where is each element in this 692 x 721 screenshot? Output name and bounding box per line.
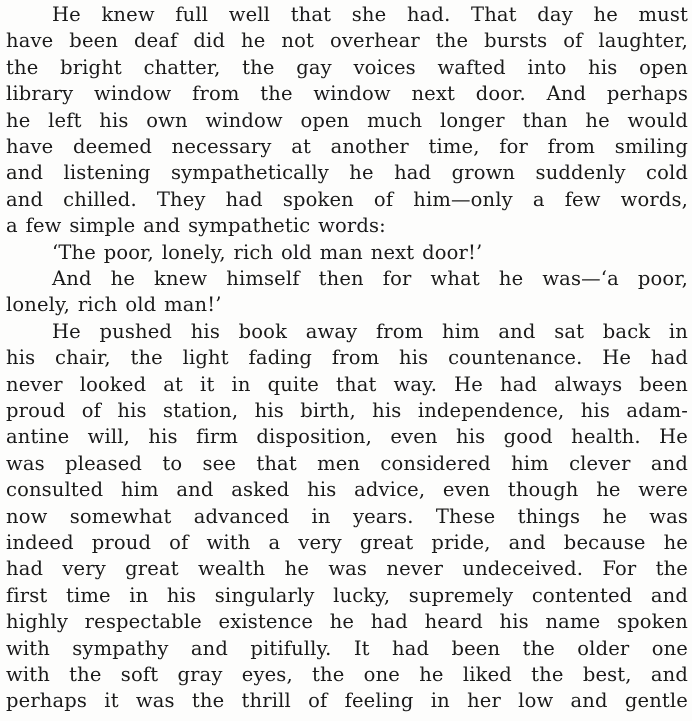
- text-line: a few simple and sympathetic words:: [6, 214, 386, 238]
- text-line: first time in his singularly lucky, supremely contented and: [6, 583, 688, 607]
- text-line: highly respectable existence he had heard his name spoken: [6, 610, 688, 634]
- text-line: the bright chatter, the gay voices wafted into his open: [6, 55, 688, 79]
- text-line: He pushed his book away from him and sat back in: [52, 319, 688, 343]
- text-line: antine will, his firm disposition, even his good health. He: [6, 425, 688, 449]
- text-line: and chilled. They had spoken of him—only a few words,: [6, 187, 688, 211]
- text-line: consulted him and asked his advice, even though he were: [6, 478, 688, 502]
- text-line: and listening sympathetically he had grown suddenly cold: [6, 161, 688, 185]
- text-line: proud of his station, his birth, his independence, his adam-: [6, 399, 688, 422]
- text-line: library window from the window next door. And perhaps: [6, 82, 688, 106]
- text-line: have deemed necessary at another time, for from smiling: [6, 135, 688, 158]
- text-line: his chair, the light fading from his countenance. He had: [6, 346, 688, 370]
- text-line: with sympathy and pitifully. It had been the older one: [6, 636, 688, 660]
- text-line: perhaps it was the thrill of feeling in her low and gentle: [6, 689, 688, 713]
- text-line: was pleased to see that men considered him clever and: [6, 451, 688, 475]
- text-line: And he knew himself then for what he was—‘a poor,: [52, 267, 688, 290]
- text-line: ‘The poor, lonely, rich old man next door!’: [52, 240, 483, 264]
- text-line: now somewhat advanced in years. These things he was: [6, 504, 688, 528]
- text-line: lonely, rich old man!’: [6, 293, 222, 317]
- text-line: with the soft gray eyes, the one he liked the best, and: [6, 663, 688, 686]
- text-line: have been deaf did he not overhear the bursts of laughter,: [6, 29, 688, 53]
- text-line: he left his own window open much longer than he would: [6, 108, 688, 132]
- text-line: had very great wealth he was never undeceived. For the: [6, 557, 688, 581]
- text-line: indeed proud of with a very great pride, and because he: [6, 531, 688, 554]
- text-line: never looked at it in quite that way. He had always been: [6, 372, 688, 396]
- text-line: He knew full well that she had. That day he must: [52, 3, 688, 26]
